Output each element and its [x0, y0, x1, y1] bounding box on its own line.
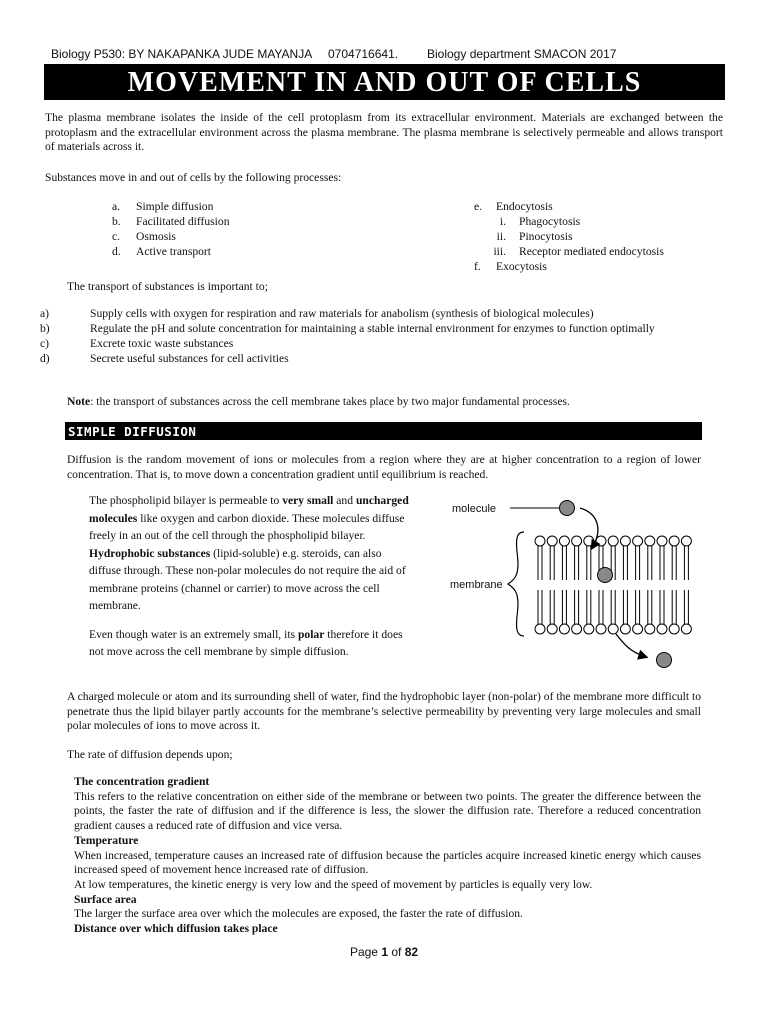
- factor-text: When increased, temperature causes an increased rate of diffusion because the particles acquire increased kinetic energy which causes increased speed of movement hence increased rate of diffusion.: [74, 848, 701, 877]
- charged-paragraph: A charged molecule or atom and its surrounding shell of water, find the hydrophobic layer (non-polar) of the membrane more difficult to penetrate thus the lipid bilayer partly accounts for the membrane’s selective permeability by preventing very large molecules and small polar molecules of ions to move across it.: [67, 690, 702, 733]
- phospholipid-head: [645, 536, 655, 546]
- factor-heading: Temperature: [74, 833, 139, 847]
- water-paragraph: Even though water is an extremely small, its polar therefore it does not move across the cell membrane by simple diffusion.: [89, 628, 403, 658]
- bilayer-paragraph: The phospholipid bilayer is permeable to very small and uncharged molecules like oxygen and carbon dioxide. These molecules diffuse freely in an out of the cell through the phospholipid bilayer. Hydrophobic substances (lipid-soluble) e.g. steroids, can also diffuse through. These non-polar molecules do not require the aid of membrane proteins (channel or carrier) to move across the cell membrane.: [89, 494, 409, 612]
- phospholipid-head: [596, 624, 606, 634]
- importance-intro: The transport of substances is important to;: [67, 280, 268, 293]
- list-item: b) Regulate the pH and solute concentration for maintaining a stable internal environment for enzymes to function optimally: [40, 322, 655, 335]
- molecule-label: molecule: [452, 503, 497, 515]
- phospholipid-head: [669, 624, 679, 634]
- factor-text: The larger the surface area over which the molecules are exposed, the faster the rate of diffusion.: [74, 907, 523, 921]
- molecule-inside: [657, 653, 672, 668]
- phospholipid-head: [620, 624, 630, 634]
- phospholipid-head: [535, 624, 545, 634]
- phospholipid-head: [608, 624, 618, 634]
- list-item: ii. Pinocytosis: [496, 230, 573, 243]
- phospholipid-head: [559, 624, 569, 634]
- importance-list: [40, 306, 701, 366]
- membrane-label: membrane: [450, 579, 503, 591]
- list-item: i. Phagocytosis: [499, 215, 581, 228]
- list-item: c) Excrete toxic waste substances: [40, 337, 234, 350]
- molecule-in-membrane: [598, 568, 613, 583]
- factor-heading: The concentration gradient: [74, 775, 210, 788]
- processes-right-list: [474, 199, 664, 274]
- phospholipid-head: [608, 536, 618, 546]
- list-item: a. Simple diffusion: [112, 200, 214, 213]
- phospholipid-head: [559, 536, 569, 546]
- list-item: a) Supply cells with oxygen for respiration and raw materials for anabolism (synthesis of biological molecules): [40, 307, 594, 320]
- factors-section: [74, 775, 701, 937]
- note: Note: the transport of substances across the cell membrane takes place by two major fundamental processes.: [67, 395, 570, 408]
- phospholipid-head: [572, 624, 582, 634]
- phospholipid-head: [547, 624, 557, 634]
- phospholipid-head: [633, 536, 643, 546]
- phospholipid-head: [584, 536, 594, 546]
- factor-heading: Surface area: [74, 892, 137, 906]
- list-item: b. Facilitated diffusion: [112, 215, 230, 228]
- list-item: e. Endocytosis: [474, 200, 553, 213]
- factor-heading: Distance over which diffusion takes place: [74, 922, 278, 936]
- section-title: SIMPLE DIFFUSION: [68, 424, 197, 439]
- bilayer-bottom-layer: [535, 590, 691, 634]
- phospholipid-head: [657, 624, 667, 634]
- intro-paragraph: The plasma membrane isolates the inside of the cell protoplasm from its extracellular environment. Materials are exchanged between the protoplasm and the extracellular environment across the plasma membrane. The plasma membrane is selectively permeable and allows transport of materials across it.: [45, 111, 723, 154]
- molecule-outside: [560, 501, 575, 516]
- list-item: d. Active transport: [112, 245, 212, 258]
- phospholipid-head: [584, 624, 594, 634]
- list-item: iii. Receptor mediated endocytosis: [493, 245, 664, 258]
- diffusion-definition: Diffusion is the random movement of ions or molecules from a region where they are at higher concentration to a region of lower concentration. That is, to move down a concentration gradient until equilibrium is reached.: [67, 453, 701, 481]
- phospholipid-head: [547, 536, 557, 546]
- membrane-brace: [508, 532, 524, 636]
- factor-text: This refers to the relative concentration on either side of the membrane or between two points. The greater the difference between the points, the faster the rate of diffusion and if the difference is less, the slower the diffusion rate. Therefore a reduced concentration gradient causes a reduced rate of diffusion and vice versa.: [74, 789, 701, 833]
- arrow-out-of-membrane: [616, 634, 646, 657]
- list-item: d) Secrete useful substances for cell activities: [40, 352, 289, 365]
- phospholipid-head: [620, 536, 630, 546]
- page-title: MOVEMENT IN AND OUT OF CELLS: [127, 67, 642, 98]
- header-course: Biology P530: BY NAKAPANKA JUDE MAYANJA: [51, 47, 313, 61]
- list-item: c. Osmosis: [112, 230, 176, 243]
- page-number: Page 1 of 82: [349, 945, 419, 959]
- header-department: Biology department SMACON 2017: [427, 47, 617, 61]
- phospholipid-head: [572, 536, 582, 546]
- phospholipid-head: [633, 624, 643, 634]
- rate-intro: The rate of diffusion depends upon;: [67, 748, 233, 761]
- list-item: f. Exocytosis: [474, 260, 547, 273]
- phospholipid-head: [681, 536, 691, 546]
- phospholipid-head: [535, 536, 545, 546]
- membrane-diagram: [440, 492, 700, 682]
- phospholipid-head: [669, 536, 679, 546]
- processes-intro: Substances move in and out of cells by the following processes:: [45, 171, 342, 184]
- phospholipid-head: [681, 624, 691, 634]
- processes-left-list: [112, 199, 230, 259]
- phospholipid-head: [657, 536, 667, 546]
- bilayer-top-layer: [535, 536, 691, 580]
- factor-text: At low temperatures, the kinetic energy is very low and the speed of movement by particles is equally very low.: [74, 877, 593, 891]
- phospholipid-head: [645, 624, 655, 634]
- header-phone: 0704716641.: [328, 47, 399, 61]
